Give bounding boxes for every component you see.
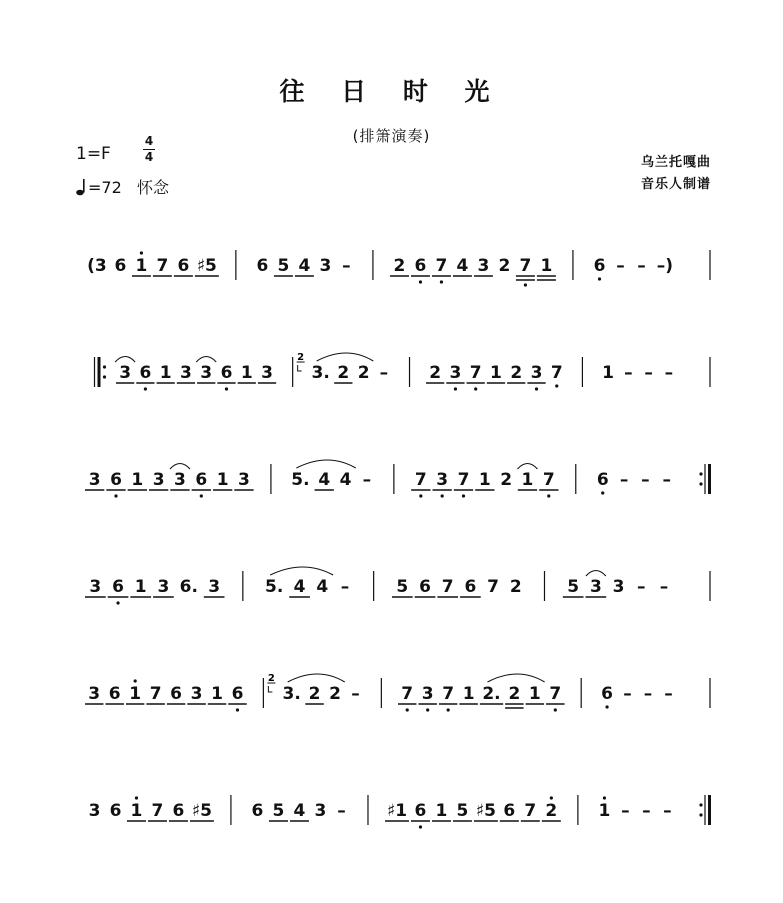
jianpu-note: 2 xyxy=(545,801,558,821)
octave-down-dot xyxy=(462,494,465,497)
tie-arc xyxy=(288,674,345,682)
octave-down-dot xyxy=(447,708,450,711)
slur-arc xyxy=(115,357,135,363)
jianpu-note: 1 xyxy=(528,684,541,704)
score-line-3 xyxy=(0,460,783,522)
jianpu-note: 1 xyxy=(478,470,491,490)
tie-arc xyxy=(317,353,374,361)
octave-down-dot xyxy=(116,601,119,604)
jianpu-note: 6 xyxy=(172,801,185,821)
jianpu-note: 1 xyxy=(216,470,229,490)
jianpu-note: 4 xyxy=(456,256,469,276)
jianpu-note: 1 xyxy=(490,363,502,383)
jianpu-note: – xyxy=(659,577,669,597)
jianpu-note: 6 xyxy=(464,577,477,597)
jianpu-note: 7 xyxy=(441,577,454,597)
jianpu-note: 3 xyxy=(530,363,543,383)
jianpu-note: ♯5 xyxy=(196,256,217,276)
jianpu-note: 2 xyxy=(508,684,521,704)
jianpu-note: 7 xyxy=(435,256,448,276)
jianpu-note: 6 xyxy=(108,684,121,704)
octave-down-dot xyxy=(554,708,557,711)
jianpu-note: – xyxy=(624,363,633,383)
composer-credit: 乌兰托嘎曲 xyxy=(640,155,711,170)
jianpu-note: 6 xyxy=(419,577,431,597)
jianpu-note: 7 xyxy=(151,801,164,821)
jianpu-note: 6 xyxy=(596,470,609,490)
score-line-4-staff xyxy=(0,567,783,629)
octave-up-dot xyxy=(550,796,553,799)
jianpu-note: – xyxy=(662,470,671,490)
jianpu-note: 2 xyxy=(498,256,511,276)
tie-arc xyxy=(488,674,545,682)
jianpu-note: 3 xyxy=(180,363,192,383)
tempo-bpm: =72 xyxy=(88,178,122,197)
jianpu-note: 3 xyxy=(314,801,327,821)
jianpu-note: 3 xyxy=(589,577,602,597)
jianpu-note: 6 xyxy=(139,363,152,383)
jianpu-note: 2. xyxy=(482,684,501,704)
jianpu-note: 5 xyxy=(272,801,285,821)
slur-arc xyxy=(196,357,216,363)
time-signature-bottom: 4 xyxy=(144,150,154,164)
jianpu-note: 4 xyxy=(293,577,306,597)
score-line-1-staff xyxy=(0,246,783,308)
jianpu-note: 3 xyxy=(436,470,449,490)
jianpu-note: 6 xyxy=(177,256,190,276)
octave-down-dot xyxy=(524,283,527,286)
jianpu-note: –) xyxy=(656,256,674,276)
jianpu-note: 3. xyxy=(282,684,301,704)
jianpu-note: 2 xyxy=(509,577,522,597)
jianpu-note: 2 xyxy=(329,684,341,704)
score-line-3-staff xyxy=(0,460,783,522)
jianpu-note: – xyxy=(637,256,646,276)
jianpu-note: – xyxy=(621,801,630,821)
jianpu-note: 7 xyxy=(524,801,537,821)
octave-up-dot xyxy=(135,796,138,799)
jianpu-note: 3 xyxy=(89,577,102,597)
jianpu-note: – xyxy=(637,577,646,597)
octave-down-dot xyxy=(441,494,444,497)
jianpu-note: 2 xyxy=(429,363,442,383)
octave-down-dot xyxy=(200,494,203,497)
repeat-dot xyxy=(699,813,702,816)
jianpu-note: – xyxy=(340,577,350,597)
jianpu-note: 1 xyxy=(134,577,147,597)
jianpu-note: 3 xyxy=(88,684,101,704)
octave-down-dot xyxy=(114,494,117,497)
jianpu-note: 3 xyxy=(119,363,132,383)
jianpu-note: 1 xyxy=(435,801,448,821)
jianpu-note: 6 xyxy=(414,256,427,276)
score-line-5 xyxy=(0,674,783,736)
octave-down-dot xyxy=(406,708,409,711)
jianpu-note: 3 xyxy=(174,470,186,490)
jianpu-note: 6 xyxy=(503,801,516,821)
octave-down-dot xyxy=(419,494,422,497)
jianpu-note: 5 xyxy=(567,577,580,597)
repeat-dot xyxy=(699,482,702,485)
jianpu-note: 7 xyxy=(519,256,532,276)
jianpu-note: – xyxy=(644,363,653,383)
octave-down-dot xyxy=(419,825,422,828)
jianpu-note: 3 xyxy=(208,577,221,597)
slur-arc xyxy=(586,571,606,577)
repeat-dot xyxy=(103,365,106,368)
jianpu-note: – xyxy=(623,684,632,704)
volta-bracket xyxy=(268,686,272,692)
jianpu-note: 3 xyxy=(449,363,462,383)
jianpu-note: 6 xyxy=(170,684,183,704)
jianpu-note: – xyxy=(643,684,653,704)
jianpu-note: ♯1 xyxy=(386,801,408,821)
jianpu-note: 7 xyxy=(442,684,455,704)
jianpu-note: 1 xyxy=(598,801,611,821)
jianpu-note: 1 xyxy=(130,801,143,821)
repeat-dot xyxy=(699,803,702,806)
volta-label: 2 xyxy=(297,352,305,363)
slur-arc xyxy=(517,464,537,470)
jianpu-note: – xyxy=(616,256,625,276)
jianpu-note: 2 xyxy=(510,363,523,383)
octave-down-dot xyxy=(535,387,538,390)
jianpu-note: 5. xyxy=(291,470,310,490)
transcriber-credit: 音乐人制谱 xyxy=(640,177,711,192)
jianpu-note: 2 xyxy=(308,684,321,704)
slur-arc xyxy=(170,464,190,470)
jianpu-note: 5. xyxy=(265,577,284,597)
jianpu-note: 1 xyxy=(602,363,614,383)
jianpu-note: 5 xyxy=(277,256,290,276)
octave-down-dot xyxy=(605,705,608,708)
jianpu-note: – xyxy=(362,470,372,490)
jianpu-note: 6 xyxy=(593,256,606,276)
jianpu-note: 7 xyxy=(414,470,427,490)
jianpu-note: – xyxy=(351,684,360,704)
octave-down-dot xyxy=(598,277,601,280)
octave-up-dot xyxy=(134,679,137,682)
repeat-end-thick xyxy=(708,795,711,825)
jianpu-note: 6 xyxy=(112,577,124,597)
jianpu-note: 6 xyxy=(109,801,122,821)
jianpu-note: 5 xyxy=(396,577,409,597)
tempo-mood: 怀念 xyxy=(137,178,170,197)
jianpu-note: 7 xyxy=(156,256,169,276)
jianpu-note: – xyxy=(379,363,389,383)
jianpu-note: 1 xyxy=(540,256,553,276)
key-signature: 1=F xyxy=(76,144,111,164)
jianpu-note: 3 xyxy=(157,577,170,597)
octave-down-dot xyxy=(547,494,550,497)
jianpu-note: 4 xyxy=(298,256,311,276)
jianpu-note: – xyxy=(663,801,672,821)
jianpu-note: – xyxy=(664,363,674,383)
octave-up-dot xyxy=(603,796,606,799)
repeat-start-thick xyxy=(98,357,101,387)
jianpu-note: 6 xyxy=(110,470,122,490)
score-line-6 xyxy=(0,791,783,853)
jianpu-note: 6 xyxy=(256,256,269,276)
jianpu-note: 7 xyxy=(401,684,414,704)
score-line-1 xyxy=(0,246,783,308)
jianpu-note: 1 xyxy=(240,363,253,383)
jianpu-note: 3 xyxy=(421,684,434,704)
jianpu-note: 7 xyxy=(487,577,500,597)
octave-down-dot xyxy=(419,280,422,283)
tie-arc xyxy=(296,460,355,468)
jianpu-note: 7 xyxy=(469,363,482,383)
repeat-end-thick xyxy=(708,464,711,494)
jianpu-note: 3 xyxy=(200,363,213,383)
score-line-5-staff xyxy=(0,674,783,736)
volta-bracket xyxy=(298,365,302,371)
repeat-dot xyxy=(103,375,106,378)
octave-down-dot xyxy=(454,387,457,390)
octave-up-dot xyxy=(140,251,143,254)
octave-down-dot xyxy=(426,708,429,711)
jianpu-note: 4 xyxy=(316,577,329,597)
octave-down-dot xyxy=(440,280,443,283)
jianpu-note: 1 xyxy=(131,470,144,490)
jianpu-note: – xyxy=(342,256,351,276)
jianpu-note: 6 xyxy=(251,801,264,821)
jianpu-note: 6 xyxy=(601,684,613,704)
octave-down-dot xyxy=(601,491,604,494)
jianpu-note: – xyxy=(664,684,673,704)
jianpu-note: 1 xyxy=(135,256,148,276)
score-line-2-staff xyxy=(0,353,783,415)
jianpu-note: 7 xyxy=(549,684,562,704)
jianpu-note: – xyxy=(619,470,629,490)
octave-down-dot xyxy=(225,387,228,390)
jianpu-note: 3 xyxy=(319,256,332,276)
jianpu-note: 2 xyxy=(357,363,370,383)
jianpu-note: 3 xyxy=(88,470,101,490)
jianpu-note: 5 xyxy=(456,801,469,821)
credits xyxy=(641,152,711,196)
jianpu-note: 3 xyxy=(88,801,101,821)
jianpu-note: 3 xyxy=(477,256,490,276)
jianpu-note: 3 xyxy=(612,577,625,597)
jianpu-note: 2 xyxy=(393,256,406,276)
jianpu-note: 1 xyxy=(211,684,223,704)
jianpu-note: 4 xyxy=(293,801,306,821)
octave-down-dot xyxy=(144,387,147,390)
jianpu-note: 4 xyxy=(318,470,331,490)
jianpu-note: ♯5 xyxy=(191,801,212,821)
volta-label: 2 xyxy=(267,673,275,684)
score-line-2 xyxy=(0,353,783,415)
jianpu-note: 7 xyxy=(550,363,563,383)
score-line-6-staff xyxy=(0,791,783,853)
jianpu-note: – xyxy=(642,801,651,821)
jianpu-note: 1 xyxy=(159,363,172,383)
octave-down-dot xyxy=(474,387,477,390)
performance-note: (排箫演奏) xyxy=(352,127,431,145)
jianpu-note: 1 xyxy=(462,684,475,704)
jianpu-note: – xyxy=(337,801,346,821)
jianpu-note: 6 xyxy=(195,470,208,490)
jianpu-note: 6 xyxy=(114,256,127,276)
tempo-marking xyxy=(76,175,169,198)
time-signature xyxy=(143,135,155,164)
jianpu-note: (3 xyxy=(87,256,107,276)
jianpu-note: 3 xyxy=(152,470,165,490)
jianpu-note: 2 xyxy=(337,363,350,383)
jianpu-note: – xyxy=(641,470,650,490)
time-signature-top: 4 xyxy=(144,134,154,148)
jianpu-note: 6 xyxy=(414,801,427,821)
jianpu-note: ♯5 xyxy=(475,801,496,821)
score-line-4 xyxy=(0,567,783,629)
jianpu-note: 7 xyxy=(542,470,555,490)
jianpu-note: 3 xyxy=(238,470,250,490)
jianpu-note: 6 xyxy=(220,363,233,383)
jianpu-note: 3 xyxy=(261,363,273,383)
jianpu-note: 2 xyxy=(500,470,513,490)
octave-down-dot xyxy=(236,708,239,711)
jianpu-note: 1 xyxy=(521,470,534,490)
jianpu-note: 3. xyxy=(311,363,330,383)
jianpu-note: 7 xyxy=(457,470,470,490)
jianpu-note: 1 xyxy=(129,684,142,704)
jianpu-note: 3 xyxy=(190,684,203,704)
song-title: 往 日 时 光 xyxy=(279,77,504,106)
jianpu-note: 6 xyxy=(231,684,244,704)
tie-arc xyxy=(270,567,333,575)
repeat-dot xyxy=(699,472,702,475)
jianpu-note: 6. xyxy=(179,577,198,597)
jianpu-note: 7 xyxy=(149,684,162,704)
jianpu-note: 4 xyxy=(339,470,352,490)
octave-down-dot xyxy=(555,384,558,387)
quarter-note-icon xyxy=(76,178,88,196)
